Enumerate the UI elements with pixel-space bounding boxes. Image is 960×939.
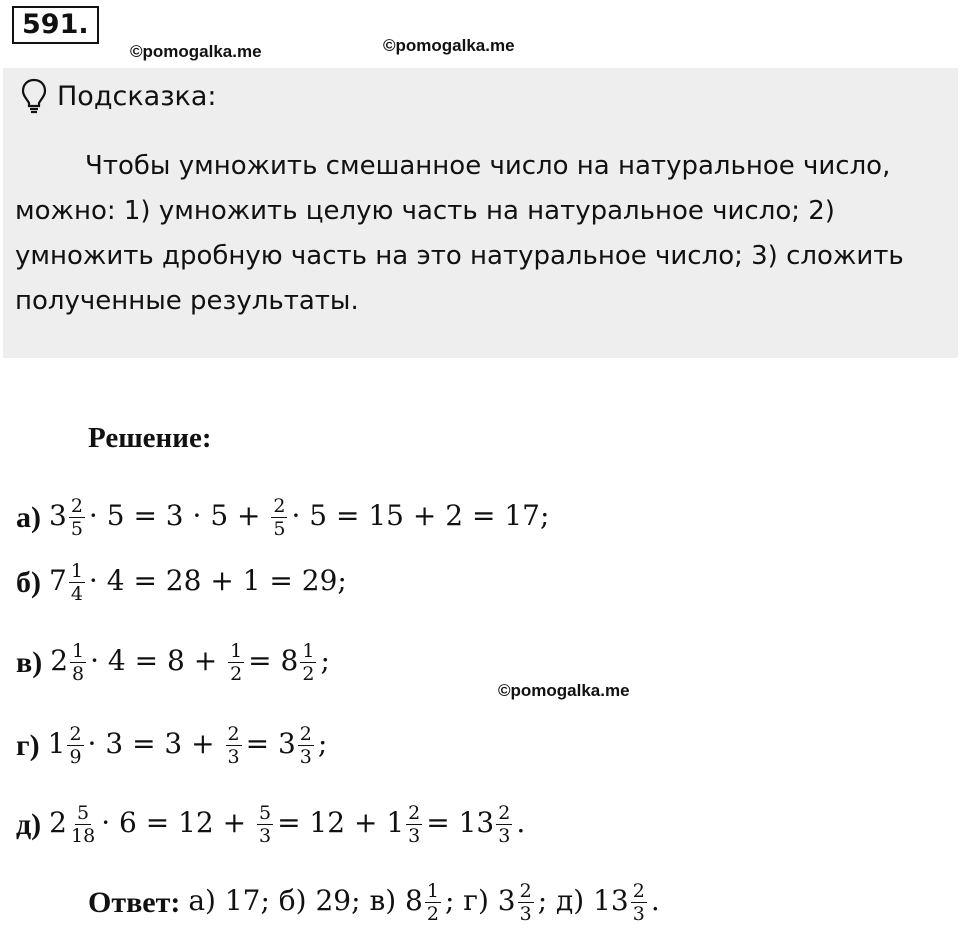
fraction-denominator: 18: [71, 825, 96, 847]
fraction-denominator: 3: [408, 825, 421, 847]
hint-header: [21, 78, 217, 114]
expression-text: · 4 = 8 +: [90, 644, 227, 677]
watermark: ©pomogalka.me: [130, 42, 262, 61]
expression-text: ;: [320, 644, 330, 677]
fraction: [631, 880, 647, 925]
fraction-numerator: 5: [258, 802, 272, 824]
line-expression: [50, 640, 330, 685]
expression-text: 3: [49, 499, 67, 532]
expression-text: .: [650, 884, 660, 917]
line-label: г): [16, 728, 40, 762]
fraction-denominator: 5: [70, 518, 83, 540]
expression-text: · 6 = 12 +: [101, 806, 255, 839]
hint-box: [3, 68, 958, 358]
fraction-numerator: 1: [230, 640, 243, 662]
fraction-numerator: 2: [408, 802, 421, 824]
fraction-numerator: 1: [302, 640, 315, 662]
fraction-numerator: 2: [69, 723, 82, 745]
fraction: [300, 640, 316, 685]
expression-text: 1: [47, 727, 66, 760]
task-number-dot: .: [78, 9, 89, 40]
solution-title: Решение:: [88, 422, 212, 454]
task-number: [12, 6, 99, 44]
fraction-denominator: 3: [299, 746, 312, 768]
fraction: [67, 723, 83, 768]
fraction-numerator: 2: [70, 495, 83, 517]
answer-label: Ответ:: [88, 885, 181, 919]
expression-text: = 8: [248, 644, 299, 677]
fraction-denominator: 5: [273, 518, 286, 540]
expression-text: а) 17; б) 29; в) 8: [188, 884, 423, 917]
fraction: [257, 802, 273, 847]
expression-text: 7: [49, 564, 67, 597]
fraction-denominator: 4: [70, 583, 83, 605]
fraction-denominator: 2: [426, 903, 439, 925]
fraction: [69, 560, 85, 605]
fraction-numerator: 2: [227, 723, 240, 745]
watermark: ©pomogalka.me: [498, 681, 630, 700]
fraction-numerator: 2: [498, 802, 511, 824]
fraction: [69, 802, 97, 847]
fraction-denominator: 3: [258, 825, 272, 847]
line-label: д): [16, 807, 42, 841]
expression-text: ; д) 13: [537, 884, 629, 917]
fraction-numerator: 2: [273, 495, 286, 517]
answer-expression: [188, 880, 659, 925]
solution-line: [16, 560, 347, 605]
fraction: [425, 880, 441, 925]
fraction: [228, 640, 244, 685]
fraction-denominator: 8: [72, 663, 85, 685]
line-expression: [48, 723, 328, 768]
fraction-numerator: 1: [426, 880, 439, 902]
expression-text: · 5 = 3 · 5 +: [88, 499, 270, 532]
expression-text: .: [516, 806, 526, 839]
lightbulb-icon: [21, 78, 47, 114]
line-label: б): [16, 565, 41, 599]
fraction-denominator: 3: [227, 746, 240, 768]
watermark: ©pomogalka.me: [383, 36, 515, 55]
expression-text: ;: [317, 727, 328, 760]
line-expression: [49, 495, 549, 540]
answer-line: [88, 880, 660, 925]
fraction-numerator: 1: [72, 640, 85, 662]
line-label: а): [16, 500, 41, 534]
solution-line: [16, 723, 327, 768]
fraction: [271, 495, 287, 540]
solution-line: [16, 802, 525, 847]
fraction-numerator: 2: [299, 723, 312, 745]
fraction: [70, 640, 86, 685]
expression-text: ; г) 3: [444, 884, 516, 917]
line-expression: [49, 560, 347, 605]
fraction-denominator: 2: [230, 663, 243, 685]
fraction-denominator: 2: [302, 663, 315, 685]
line-label: в): [16, 645, 43, 679]
fraction-numerator: 2: [632, 880, 645, 902]
hint-text: Чтобы умножить смешанное число на натуральное число, можно: 1) умножить целую часть на натуральное число; 2) умножить дробную часть на это натуральное число; 3) сложить полученные результаты.: [15, 151, 904, 316]
expression-text: 2: [49, 806, 67, 839]
fraction-denominator: 9: [69, 746, 82, 768]
expression-text: · 4 = 28 + 1 = 29;: [88, 564, 347, 597]
fraction-numerator: 5: [77, 802, 90, 824]
task-number-value: 591: [22, 9, 79, 40]
fraction-numerator: 2: [519, 880, 532, 902]
fraction: [298, 723, 314, 768]
expression-text: = 3: [245, 727, 296, 760]
expression-text: · 3 = 3 +: [87, 727, 224, 760]
expression-text: · 5 = 15 + 2 = 17;: [291, 499, 550, 532]
fraction: [496, 802, 512, 847]
expression-text: = 13: [426, 806, 495, 839]
fraction-denominator: 3: [498, 825, 511, 847]
solution-line: [16, 495, 549, 540]
expression-text: = 12 + 1: [277, 806, 405, 839]
hint-title: Подсказка:: [57, 80, 217, 112]
fraction-denominator: 3: [632, 903, 645, 925]
fraction: [406, 802, 422, 847]
expression-text: 2: [50, 644, 69, 677]
fraction: [226, 723, 242, 768]
fraction: [69, 495, 85, 540]
fraction-denominator: 3: [519, 903, 532, 925]
fraction-numerator: 1: [70, 560, 83, 582]
line-expression: [49, 802, 525, 847]
fraction: [518, 880, 534, 925]
solution-line: [16, 640, 330, 685]
